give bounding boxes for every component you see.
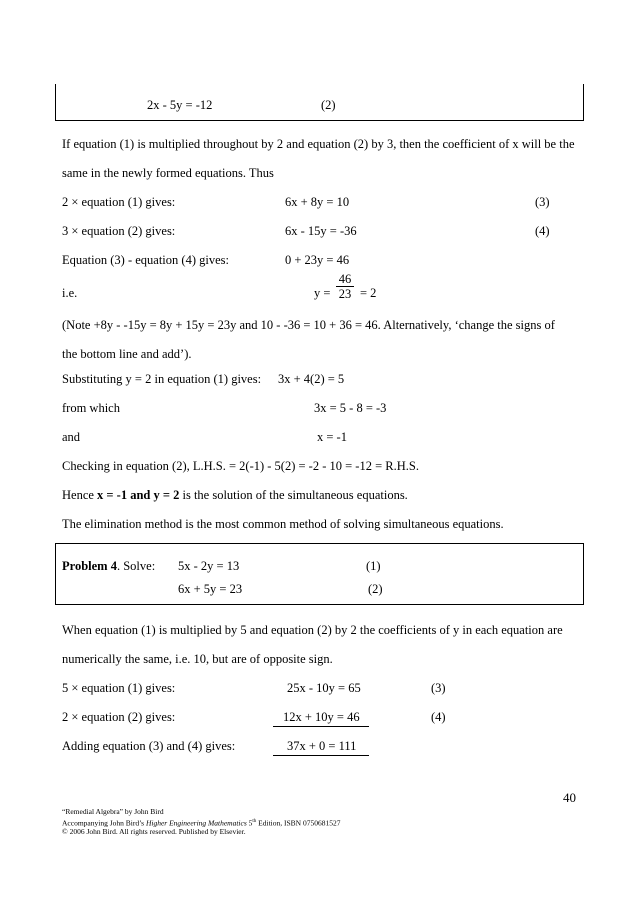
- problem-num2: (2): [368, 582, 383, 596]
- when-line-2: numerically the same, i.e. 10, but are of opposite sign.: [62, 652, 333, 666]
- sum-underline-1: [273, 726, 369, 727]
- note-line-1: (Note +8y - -15y = 8y + 15y = 23y and 10 - -36 = 10 + 36 = 46. Alternatively, ‘change the signs of: [62, 318, 555, 332]
- and-label: and: [62, 430, 81, 444]
- intro-line-2: same in the newly formed equations. Thus: [62, 166, 274, 180]
- step1-equation: 6x + 8y = 10: [285, 195, 350, 209]
- equation-box-top: [55, 84, 584, 121]
- step3-equation: 0 + 23y = 46: [285, 253, 350, 267]
- footer-edition: 5: [246, 818, 253, 828]
- subst-equation: 3x + 4(2) = 5: [278, 372, 345, 386]
- problem-solve: . Solve:: [116, 559, 156, 573]
- problem-heading: [62, 559, 155, 574]
- footer-edition-sup: th: [252, 819, 257, 824]
- from-which-equation: 3x = 5 - 8 = -3: [314, 401, 387, 415]
- step6-equation: 12x + 10y = 46: [283, 710, 360, 724]
- step2-number: (4): [535, 224, 550, 238]
- intro-line-1: If equation (1) is multiplied throughout by 2 and equation (2) by 3, then the coefficient of x will be the: [62, 137, 575, 151]
- step5-number: (3): [431, 681, 446, 695]
- problem-eq2: 6x + 5y = 23: [178, 582, 243, 596]
- problem-eq1: 5x - 2y = 13: [178, 559, 240, 573]
- step2-label: 3 × equation (2) gives:: [62, 224, 176, 238]
- step1-label: 2 × equation (1) gives:: [62, 195, 176, 209]
- footer-book-title: Higher Engineering Mathematics: [145, 818, 247, 828]
- problem-title: Problem 4: [62, 559, 117, 573]
- sum-underline-2: [273, 755, 369, 756]
- problem-box: [55, 543, 584, 605]
- top-box-label: (2): [321, 98, 336, 112]
- step7-label: Adding equation (3) and (4) gives:: [62, 739, 236, 753]
- step1-number: (3): [535, 195, 550, 209]
- step7-equation: 37x + 0 = 111: [287, 739, 357, 753]
- ie-lhs: y =: [314, 286, 331, 300]
- footer-line2-pre: Accompanying John Bird’s: [62, 818, 146, 828]
- note-line-2: the bottom line and add’).: [62, 347, 192, 361]
- hence-line: [62, 488, 408, 503]
- and-equation: x = -1: [317, 430, 347, 444]
- ie-denominator: 23: [338, 287, 352, 301]
- page-number: 40: [563, 790, 576, 805]
- hence-solution: x = -1 and y = 2: [97, 488, 180, 502]
- footer-line-3: © 2006 John Bird. All rights reserved. Published by Elsevier.: [62, 827, 246, 836]
- footer-line2-post: Edition, ISBN 0750681527: [256, 818, 341, 828]
- subst-label: Substituting y = 2 in equation (1) gives:: [62, 372, 262, 386]
- elimination-line: The elimination method is the most common method of solving simultaneous equations.: [62, 517, 504, 531]
- hence-suffix: is the solution of the simultaneous equations.: [179, 488, 408, 502]
- step6-label: 2 × equation (2) gives:: [62, 710, 176, 724]
- when-line-1: When equation (1) is multiplied by 5 and equation (2) by 2 the coefficients of y in each equation are: [62, 623, 563, 637]
- step6-number: (4): [431, 710, 446, 724]
- ie-label: i.e.: [62, 286, 78, 300]
- problem-num1: (1): [366, 559, 381, 573]
- hence-prefix: Hence: [62, 488, 98, 502]
- ie-rhs: = 2: [360, 286, 377, 300]
- step5-label: 5 × equation (1) gives:: [62, 681, 176, 695]
- step3-label: Equation (3) - equation (4) gives:: [62, 253, 229, 267]
- step2-equation: 6x - 15y = -36: [285, 224, 357, 238]
- check-line: Checking in equation (2), L.H.S. = 2(-1) - 5(2) = -2 - 10 = -12 = R.H.S.: [62, 459, 419, 473]
- ie-fraction: [336, 272, 354, 301]
- from-which-label: from which: [62, 401, 120, 415]
- footer-line-1: “Remedial Algebra” by John Bird: [62, 807, 164, 816]
- step5-equation: 25x - 10y = 65: [287, 681, 361, 695]
- ie-numerator: 46: [336, 272, 354, 287]
- top-box-equation: 2x - 5y = -12: [147, 98, 213, 112]
